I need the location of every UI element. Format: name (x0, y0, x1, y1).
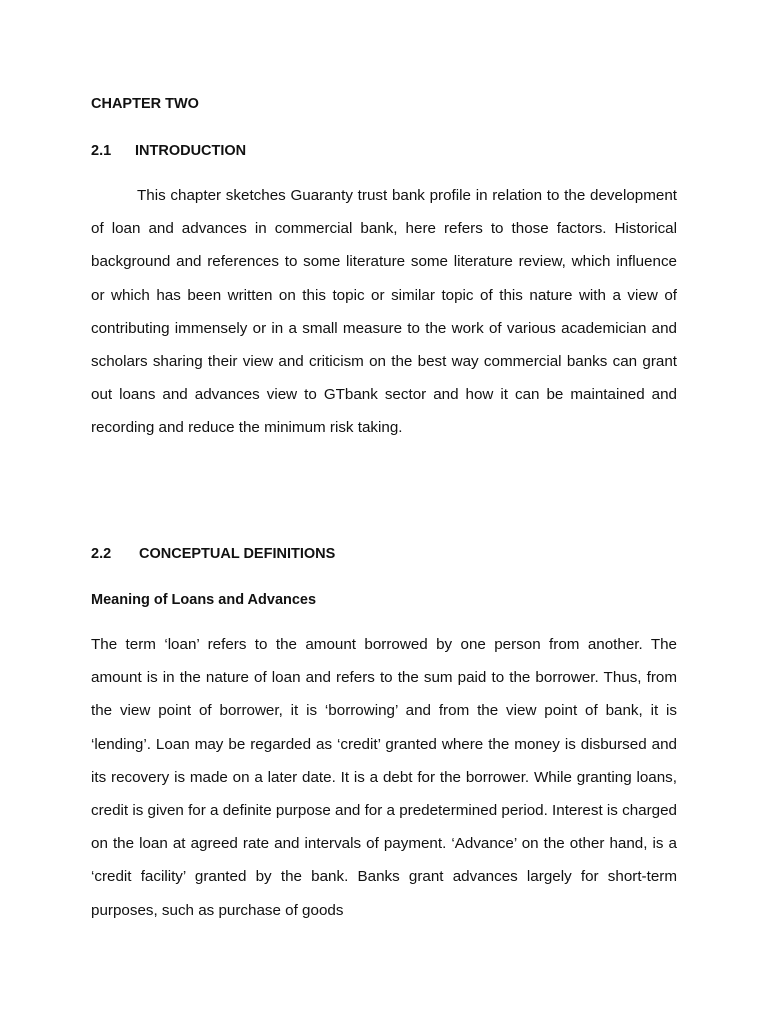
section-title: CONCEPTUAL DEFINITIONS (139, 546, 336, 562)
introduction-paragraph: This chapter sketches Guaranty trust bank profile in relation to the development of loan and advances in commercial bank, here refers to those factors. Historical background and references to some literature some literature review, which influence or which has been written on this topic or similar topic of this nature with a view of contributing immensely or in a small measure to the work of various academician and scholars sharing their view and criticism on the best way commercial banks can grant out loans and advances view to GTbank sector and how it can be maintained and recording and reduce the minimum risk taking. (91, 187, 677, 437)
section-title: INTRODUCTION (135, 143, 247, 159)
section-number: 2.2 (91, 546, 112, 562)
chapter-title: CHAPTER TWO (91, 96, 199, 112)
subheading-meaning-of-loans: Meaning of Loans and Advances (91, 592, 317, 608)
section-heading-introduction (91, 142, 246, 160)
loans-definition-paragraph: The term ‘loan’ refers to the amount borrowed by one person from another. The amount is in the nature of loan and refers to the sum paid to the borrower. Thus, from the view point of borrower, it is ‘borrowing’ and from the view point of bank, it is ‘lending’. Loan may be regarded as ‘credit’ granted where the money is disbursed and its recovery is made on a later date. It is a debt for the borrower. While granting loans, credit is given for a definite purpose and for a predetermined period. Interest is charged on the loan at agreed rate and intervals of payment. ‘Advance’ on the other hand, is a ‘credit facility’ granted by the bank. Banks grant advances largely for short-term purposes, such as purchase of goods (91, 636, 677, 919)
section-number: 2.1 (91, 143, 112, 159)
section-heading-conceptual-definitions (91, 545, 335, 563)
